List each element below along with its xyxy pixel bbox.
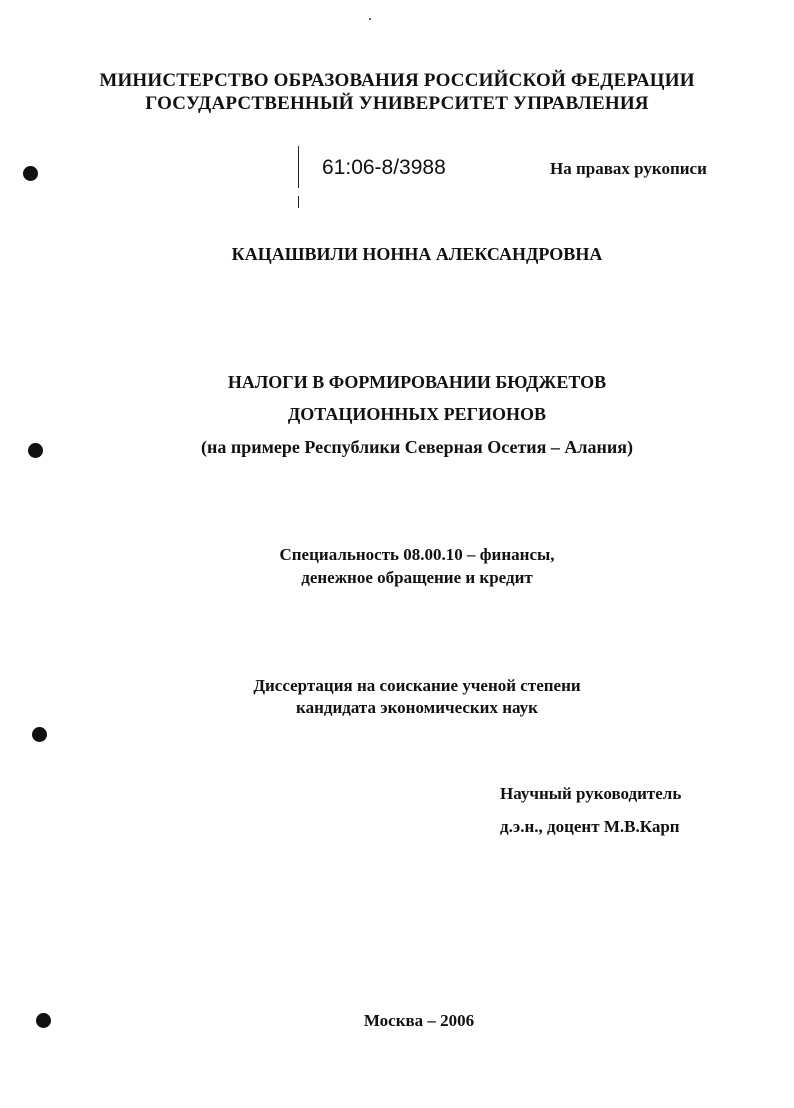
ministry-heading: МИНИСТЕРСТВО ОБРАЗОВАНИЯ РОССИЙСКОЙ ФЕДЕРАЦИИ <box>99 70 695 91</box>
city-year: Москва – 2006 <box>363 1011 475 1030</box>
specialty-line-1: Специальность 08.00.10 – финансы, <box>279 545 555 564</box>
supervisor-label: Научный руководитель <box>500 784 682 803</box>
title-subtitle: (на примере Республики Северная Осетия – Алания) <box>201 437 633 457</box>
punch-hole-3 <box>32 727 47 742</box>
punch-hole-1 <box>23 166 38 181</box>
stamp-left-mark <box>298 146 299 188</box>
scan-speck <box>369 18 371 20</box>
catalog-code: 61:06-8/3988 <box>322 156 446 179</box>
university-heading: ГОСУДАРСТВЕННЫЙ УНИВЕРСИТЕТ УПРАВЛЕНИЯ <box>145 93 649 114</box>
title-line-1: НАЛОГИ В ФОРМИРОВАНИИ БЮДЖЕТОВ <box>227 372 607 392</box>
title-line-2: ДОТАЦИОННЫХ РЕГИОНОВ <box>287 404 547 424</box>
stamp-left-mark-lower <box>298 196 299 208</box>
specialty-line-2: денежное обращение и кредит <box>301 568 533 587</box>
degree-line-2: кандидата экономических наук <box>296 698 538 717</box>
degree-line-1: Диссертация на соискание ученой степени <box>253 676 581 695</box>
rights-note: На правах рукописи <box>550 159 707 178</box>
supervisor-name: д.э.н., доцент М.В.Карп <box>500 817 680 836</box>
author-name: КАЦАШВИЛИ НОННА АЛЕКСАНДРОВНА <box>231 244 603 264</box>
